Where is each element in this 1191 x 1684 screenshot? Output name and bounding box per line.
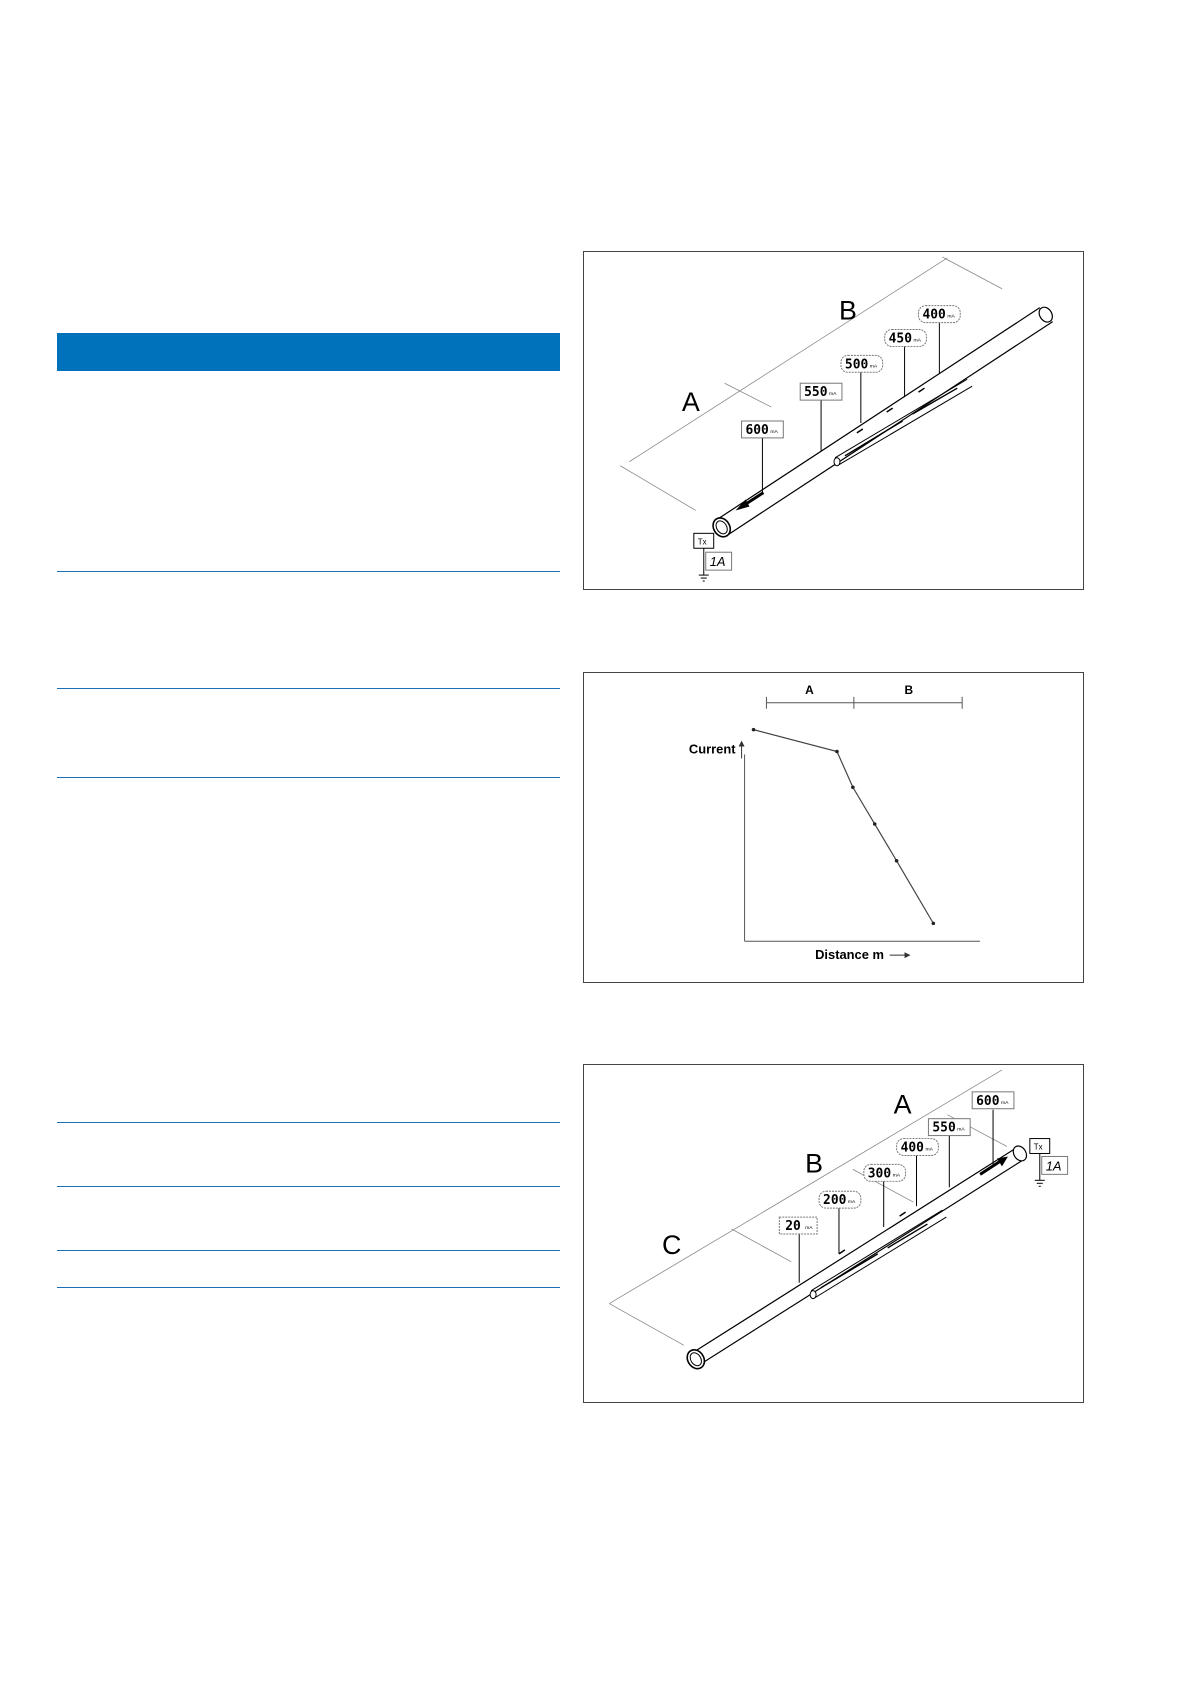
section-header-bar: [57, 333, 560, 371]
main-pipe: [684, 1144, 1029, 1372]
svg-text:mA: mA: [829, 392, 837, 398]
divider-line: [57, 1287, 560, 1288]
pipe-diagram: [584, 252, 1083, 589]
chart-axes: [745, 754, 980, 941]
transmitter-box: [694, 533, 732, 581]
svg-text:mA: mA: [957, 1127, 965, 1133]
section-label-a: A: [893, 1089, 912, 1120]
data-point: [752, 728, 756, 732]
meter-reading-600: [972, 1092, 1014, 1168]
section-label-b: B: [805, 1148, 824, 1179]
svg-text:600: 600: [976, 1093, 1000, 1109]
svg-text:mA: mA: [1001, 1100, 1009, 1106]
divider-line: [57, 1122, 560, 1123]
svg-text:mA: mA: [869, 364, 878, 370]
svg-text:mA: mA: [847, 1200, 856, 1206]
divider-line: [57, 777, 560, 778]
svg-text:200: 200: [823, 1193, 847, 1209]
meter-reading-600: [742, 421, 784, 494]
svg-text:20: 20: [785, 1219, 801, 1235]
y-axis-arrow: [739, 741, 745, 759]
meter-reading-550: [800, 383, 842, 451]
svg-text:Tx: Tx: [697, 537, 707, 547]
section-label-c: C: [662, 1229, 682, 1260]
x-axis-label: Distance m: [815, 947, 884, 963]
divider-line: [57, 571, 560, 572]
divider-line: [57, 1250, 560, 1251]
svg-text:300: 300: [867, 1166, 892, 1182]
svg-text:400: 400: [922, 307, 946, 323]
segment-label-b: B: [904, 682, 914, 697]
meter-reading-20: [779, 1217, 817, 1283]
data-point: [851, 785, 855, 789]
svg-text:mA: mA: [892, 1173, 901, 1179]
pipe-diagram-reverse: [584, 1065, 1083, 1402]
svg-text:550: 550: [804, 385, 828, 401]
data-point: [835, 750, 839, 754]
current-distance-chart: [584, 673, 1083, 982]
branch-pipe: [810, 1210, 946, 1298]
svg-text:500: 500: [844, 357, 869, 373]
divider-line: [57, 1186, 560, 1187]
meter-reading-200: [819, 1191, 861, 1254]
current-line: [754, 730, 934, 924]
current-direction-arrow: [736, 493, 764, 511]
x-axis-arrow: [890, 952, 911, 958]
data-point: [932, 922, 936, 926]
meter-reading-500: [841, 355, 883, 423]
y-axis-label: Current: [688, 741, 736, 757]
figure-current-distance-chart: [583, 672, 1084, 983]
divider-line: [57, 688, 560, 689]
data-point: [873, 822, 877, 826]
svg-text:600: 600: [745, 422, 769, 438]
transmitter-box: [1030, 1139, 1068, 1187]
section-label-b: B: [838, 295, 857, 326]
figure-pipe-current-readings-reverse: [583, 1064, 1084, 1403]
segment-label-a: A: [805, 682, 814, 697]
svg-text:mA: mA: [925, 1147, 933, 1153]
segment-bracket: [766, 697, 962, 709]
current-label: 1A: [709, 554, 726, 570]
svg-text:mA: mA: [770, 429, 778, 435]
svg-text:400: 400: [900, 1140, 924, 1156]
svg-text:550: 550: [932, 1120, 956, 1136]
meter-reading-450: [885, 330, 927, 398]
svg-text:mA: mA: [947, 314, 955, 320]
meter-reading-300: [864, 1164, 906, 1227]
svg-text:mA: mA: [805, 1226, 813, 1232]
svg-text:450: 450: [888, 331, 912, 347]
figure-pipe-current-readings: [583, 251, 1084, 590]
svg-text:mA: mA: [913, 338, 921, 344]
data-point: [895, 859, 899, 863]
current-label: 1A: [1045, 1158, 1062, 1174]
branch-pipe: [834, 379, 972, 465]
svg-text:Tx: Tx: [1033, 1142, 1043, 1152]
section-label-a: A: [681, 387, 700, 418]
